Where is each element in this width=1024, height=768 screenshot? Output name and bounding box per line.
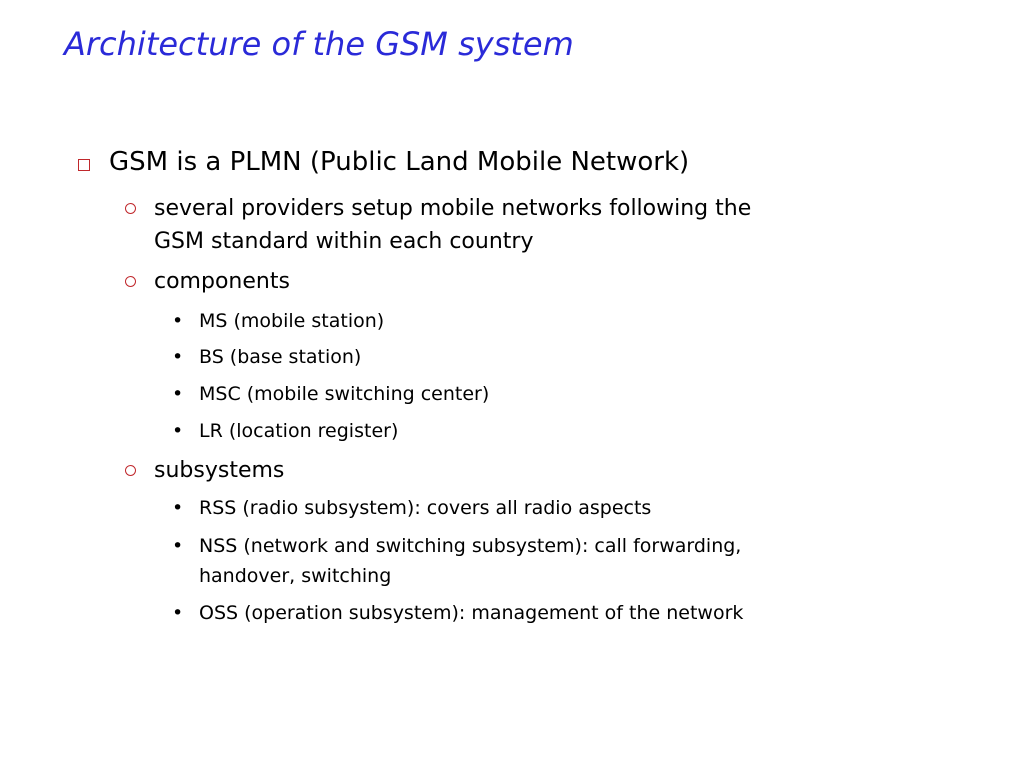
component-item-msc: MSC (mobile switching center) (199, 383, 490, 405)
circle-bullet-icon (125, 276, 136, 287)
subsystem-item-nss-line2: handover, switching (199, 565, 392, 587)
subsystem-item-nss-line1: NSS (network and switching subsystem): call forwarding, (199, 535, 742, 557)
dot-bullet-icon: • (172, 420, 184, 442)
circle-bullet-icon (125, 203, 136, 214)
bullet-providers-line2: GSM standard within each country (154, 229, 534, 254)
bullet-providers-line1: several providers setup mobile networks following the (154, 196, 752, 221)
dot-bullet-icon: • (172, 602, 184, 624)
square-bullet-icon (78, 159, 90, 171)
dot-bullet-icon: • (172, 310, 184, 332)
component-item-bs: BS (base station) (199, 346, 362, 368)
dot-bullet-icon: • (172, 383, 184, 405)
subsystem-item-oss: OSS (operation subsystem): management of the network (199, 602, 744, 624)
dot-bullet-icon: • (172, 497, 184, 519)
bullet-subsystems: subsystems (154, 458, 285, 483)
component-item-ms: MS (mobile station) (199, 310, 385, 332)
bullet-main: GSM is a PLMN (Public Land Mobile Network) (109, 147, 690, 177)
bullet-components: components (154, 269, 290, 294)
dot-bullet-icon: • (172, 535, 184, 557)
slide-title: Architecture of the GSM system (64, 25, 574, 63)
component-item-lr: LR (location register) (199, 420, 399, 442)
dot-bullet-icon: • (172, 346, 184, 368)
subsystem-item-rss: RSS (radio subsystem): covers all radio aspects (199, 497, 652, 519)
circle-bullet-icon (125, 465, 136, 476)
